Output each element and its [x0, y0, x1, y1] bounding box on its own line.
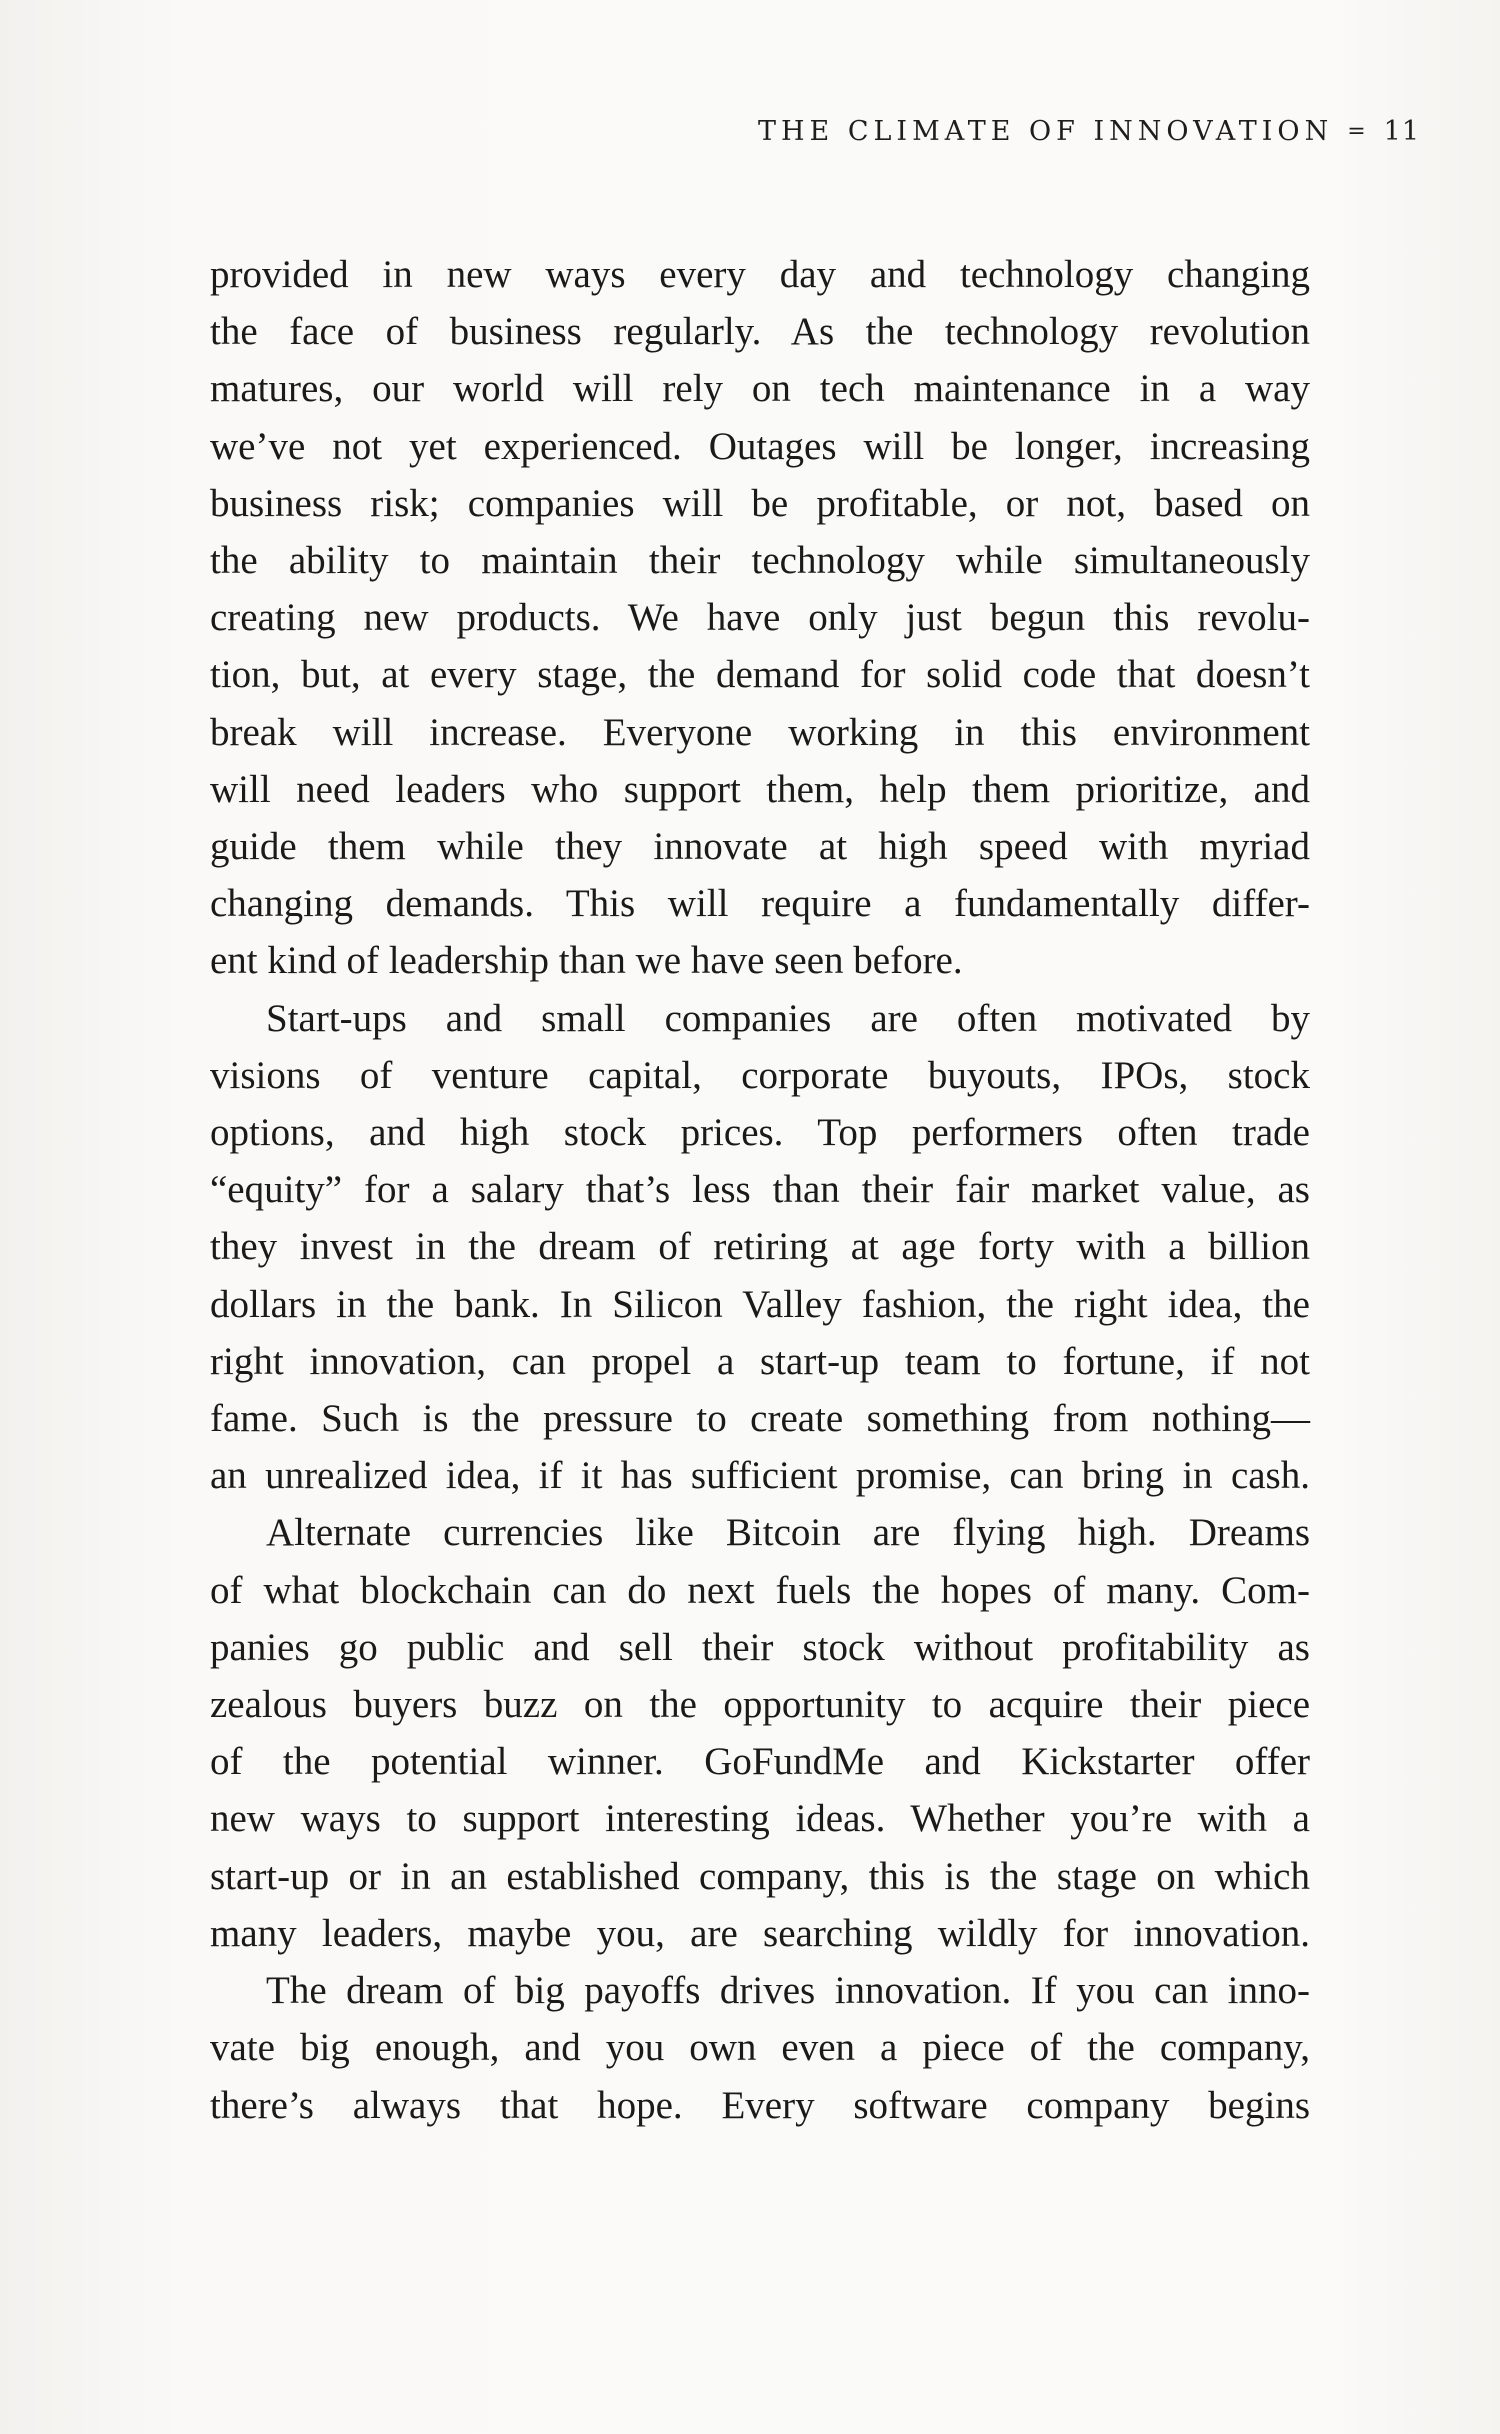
text-line: we’ve not yet experienced. Outages will be longer, increasing: [210, 424, 1310, 468]
text-line: new ways to support interesting ideas. Whether you’re with a: [210, 1797, 1310, 1841]
text-line: they invest in the dream of retiring at age forty with a billion: [210, 1225, 1310, 1269]
text-line: provided in new ways every day and technology changing: [210, 253, 1310, 296]
header-separator: =: [1347, 119, 1366, 144]
text-line: Start-ups and small companies are often motivated by: [266, 996, 1310, 1040]
text-line: vate big enough, and you own even a piece of the company,: [210, 2026, 1310, 2070]
body-text: [210, 246, 1310, 2134]
paragraph-3: [210, 1504, 1310, 1962]
text-line: right innovation, can propel a start-up team to fortune, if not: [210, 1339, 1310, 1383]
text-line: guide them while they innovate at high speed with myriad: [210, 825, 1310, 869]
text-line: matures, our world will rely on tech maintenance in a way: [210, 367, 1310, 411]
text-line: business risk; companies will be profitable, or not, based on: [210, 481, 1310, 525]
text-line: “equity” for a salary that’s less than their fair market value, as: [210, 1168, 1310, 1212]
text-line: panies go public and sell their stock without profitability as: [210, 1625, 1310, 1669]
text-line: start-up or in an established company, this is the stage on which: [210, 1854, 1310, 1898]
page-number: 11: [1383, 116, 1420, 147]
text-line: The dream of big payoffs drives innovation. If you can inno-: [266, 1969, 1310, 2013]
text-line: fame. Such is the pressure to create something from nothing—: [210, 1397, 1310, 1441]
text-line: Alternate currencies like Bitcoin are flying high. Dreams: [266, 1511, 1310, 1555]
text-line: of what blockchain can do next fuels the hopes of many. Com-: [210, 1568, 1310, 1612]
chapter-title: THE CLIMATE OF INNOVATION: [757, 116, 1334, 147]
paragraph-4: [210, 1962, 1310, 2134]
text-line: many leaders, maybe you, are searching wildly for innovation.: [210, 1911, 1310, 1955]
paragraph-1: [210, 246, 1310, 990]
text-line: the face of business regularly. As the technology revolution: [210, 310, 1310, 354]
paragraph-2: [210, 990, 1310, 1505]
text-line: dollars in the bank. In Silicon Valley fashion, the right idea, the: [210, 1282, 1310, 1326]
text-line: zealous buyers buzz on the opportunity to acquire their piece: [210, 1683, 1310, 1727]
text-line: of the potential winner. GoFundMe and Kickstarter offer: [210, 1740, 1310, 1784]
text-line: ent kind of leadership than we have seen before.: [210, 939, 963, 983]
text-line: options, and high stock prices. Top performers often trade: [210, 1111, 1310, 1155]
text-line: will need leaders who support them, help them prioritize, and: [210, 767, 1310, 811]
text-line: creating new products. We have only just begun this revolu-: [210, 596, 1310, 640]
running-head: [758, 112, 1420, 152]
text-line: an unrealized idea, if it has sufficient promise, can bring in cash.: [210, 1454, 1310, 1498]
text-line: the ability to maintain their technology while simultaneously: [210, 539, 1310, 583]
text-line: tion, but, at every stage, the demand for solid code that doesn’t: [210, 653, 1310, 697]
text-line: changing demands. This will require a fundamentally differ-: [210, 882, 1310, 926]
text-line: visions of venture capital, corporate buyouts, IPOs, stock: [210, 1053, 1310, 1097]
text-line: there’s always that hope. Every software company begins: [210, 2083, 1310, 2127]
text-line: break will increase. Everyone working in this environment: [210, 710, 1310, 754]
